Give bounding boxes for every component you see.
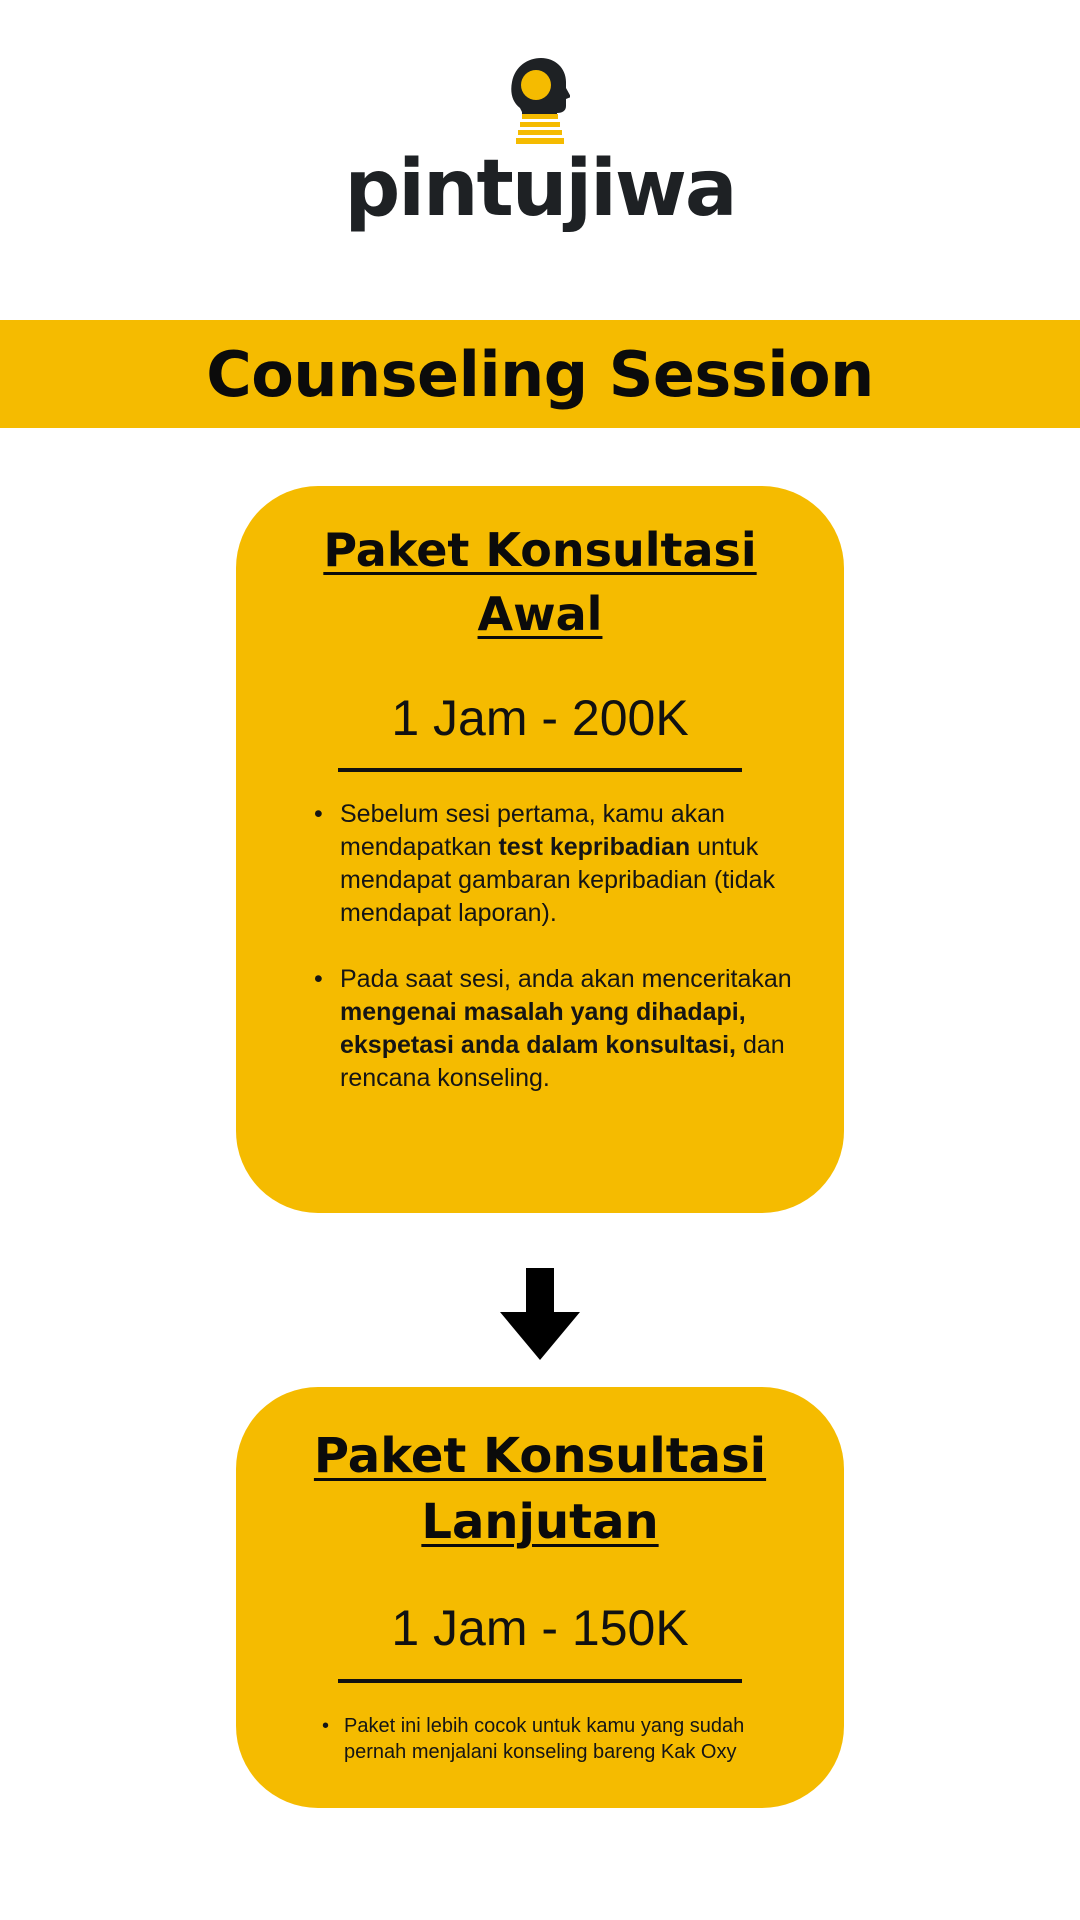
- detail-highlight: mengenai masalah yang dihadapi, ekspetasi anda dalam konsultasi,: [340, 998, 746, 1059]
- list-item: [340, 798, 804, 930]
- brand-name: pintujiwa: [344, 144, 736, 234]
- head-with-ladder-icon: [510, 56, 570, 148]
- package-title-line1: Paket Konsultasi: [323, 523, 757, 577]
- detail-text: dan rencana konseling.: [340, 1031, 785, 1092]
- package-title: [236, 1387, 844, 1555]
- page-banner: [0, 320, 1080, 428]
- package-price: 1 Jam - 200K: [391, 690, 689, 746]
- package-title: [236, 486, 844, 646]
- brand-logo: [0, 56, 1080, 234]
- divider: [338, 1679, 742, 1683]
- arrow-down-icon: [500, 1268, 580, 1360]
- detail-highlight: test kepribadian: [498, 833, 691, 861]
- package-card-awal: [236, 486, 844, 1213]
- package-details: [236, 798, 844, 1095]
- package-details: [236, 1713, 844, 1765]
- detail-text: Pada saat sesi, anda akan menceritakan: [340, 965, 792, 993]
- divider: [338, 768, 742, 772]
- detail-text: Sebelum sesi pertama, kamu akan mendapatkan: [340, 800, 725, 861]
- detail-text: untuk mendapat gambaran kepribadian (tidak mendapat laporan).: [340, 833, 775, 927]
- package-title-line2: Awal: [477, 587, 603, 641]
- page-title: Counseling Session: [206, 337, 874, 411]
- package-title-line1: Paket Konsultasi: [313, 1428, 767, 1484]
- package-price: 1 Jam - 150K: [391, 1600, 689, 1656]
- list-item: [340, 963, 804, 1095]
- package-title-line2: Lanjutan: [421, 1494, 659, 1550]
- list-item: • Paket ini lebih cocok untuk kamu yang sudah pernah menjalani konseling bareng Kak Oxy: [344, 1713, 808, 1765]
- package-card-lanjutan: [236, 1387, 844, 1808]
